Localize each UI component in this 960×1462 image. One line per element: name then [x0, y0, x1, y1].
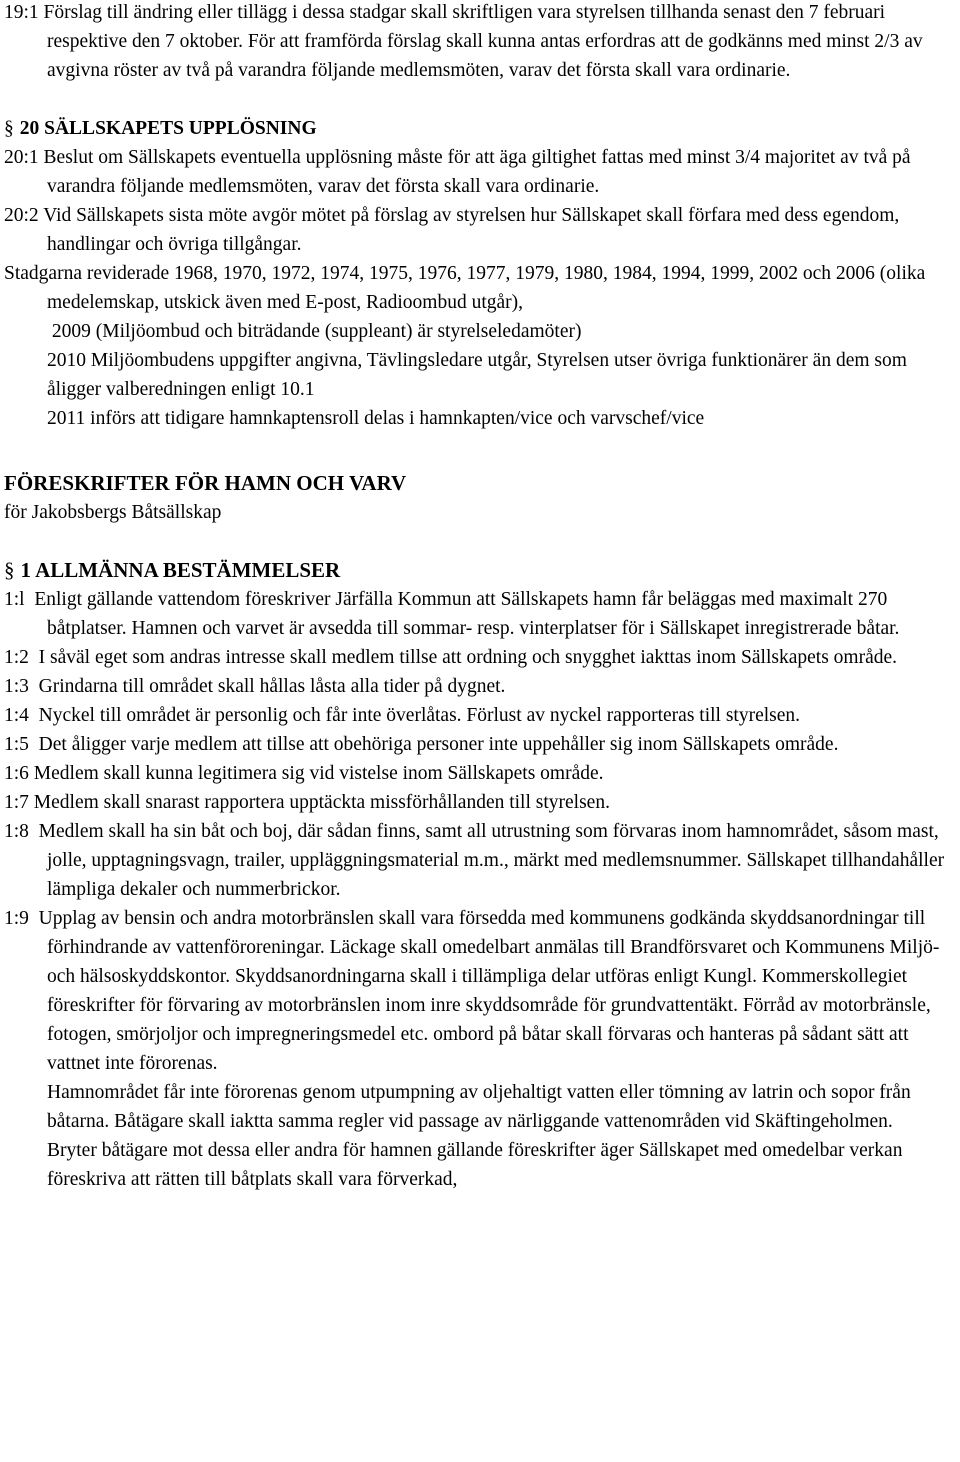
paragraph-1-9: 1:9 Upplag av bensin och andra motorbränslen skall vara försedda med kommunens godkända skyddsanordningar till förhindrande av vattenföroreningar. Läckage skall omedelbart anmälas till Brandförsvaret och Kommunens Miljö- och hälsoskyddskontor. Skyddsanordningarna skall i tillämpliga delar utföras enligt Kungl. Kommerskollegiet föreskrifter för förvaring av motorbränslen inom inre skyddsområde för grundvattentäkt. Förråd av motorbränsle, fotogen, smörjoljor och impregneringsmedel etc. ombord på båtar skall förvaras och hanteras på sådant sätt att vattnet inte förorenas. [4, 908, 945, 1074]
paragraph-1-6: 1:6 Medlem skall kunna legitimera sig vid vistelse inom Sällskapets område. [4, 763, 604, 784]
paragraph-1-9-violation: Bryter båtägare mot dessa eller andra för hamnen gällande föreskrifter äger Sällskapet med omedelbar verkan föreskriva att rätten till båtplats skall vara förverkad, [47, 1140, 908, 1190]
paragraph-20-1: 20:1 Beslut om Sällskapets eventuella upplösning måste för att äga giltighet fattas med minst 3/4 majoritet av två på varandra följande medlemsmöten, varav det första skall vara ordinarie. [4, 147, 916, 197]
paragraph-1-7: 1:7 Medlem skall snarast rapportera upptäckta missförhållanden till styrelsen. [4, 792, 610, 813]
section-heading-20 [4, 114, 954, 143]
document-title: FÖRESKRIFTER FÖR HAMN OCH VARV [4, 471, 407, 495]
paragraph-1-5: 1:5 Det åligger varje medlem att tillse att obehöriga personer inte uppehåller sig inom Sällskapets område. [4, 734, 839, 755]
paragraph-1-1: 1:l Enligt gällande vattendom föreskriver Järfälla Kommun att Sällskapets hamn får beläggas med maximalt 270 båtplatser. Hamnen och varvet är avsedda till sommar- resp. vinterplatser för i Sällskapet inregistrerade båtar. [4, 589, 900, 639]
paragraph-1-2: 1:2 I såväl eget som andras intresse skall medlem tillse att ordning och snygghet iakttas inom Sällskapets område. [4, 647, 898, 668]
revision-2011: 2011 införs att tidigare hamnkaptensroll delas i hamnkapten/vice och varvschef/vice [47, 408, 705, 429]
paragraph-1-9-pollution: Hamnområdet får inte förorenas genom utpumpning av oljehaltigt vatten eller tömning av latrin och sopor från båtarna. Båtägare skall iaktta samma regler vid passage av närliggande vattenområden vid Skäftingeholmen. [47, 1082, 916, 1132]
paragraph-1-3: 1:3 Grindarna till området skall hållas låsta alla tider på dygnet. [4, 676, 506, 697]
section-heading-20-text: 20 SÄLLSKAPETS UPPLÖSNING [19, 118, 317, 139]
paragraph-1-4: 1:4 Nyckel till området är personlig och får inte överlåtas. Förlust av nyckel rapporteras till styrelsen. [4, 705, 801, 726]
paragraph-19-1: 19:1 Förslag till ändring eller tillägg i dessa stadgar skall skriftligen vara styrelsen tillhanda senast den 7 februari respektive den 7 oktober. För att framförda förslag skall kunna antas erfordras att de godkänns med minst 2/3 av avgivna röster av två på varandra följande medlemsmöten, varav det första skall vara ordinarie. [4, 2, 928, 81]
section-sign: § [4, 118, 14, 139]
revision-2009: 2009 (Miljöombud och biträdande (suppleant) är styrelseledamöter) [47, 321, 582, 342]
paragraph-20-2: 20:2 Vid Sällskapets sista möte avgör mötet på förslag av styrelsen hur Sällskapet skall förfara med dess egendom, handlingar och övriga tillgångar. [4, 205, 905, 255]
revision-2010: 2010 Miljöombudens uppgifter angivna, Tävlingsledare utgår, Styrelsen utser övriga funktionärer än dem som åligger valberedningen enligt 10.1 [47, 350, 912, 400]
document-subtitle: för Jakobsbergs Båtsällskap [4, 502, 222, 523]
paragraph-1-8: 1:8 Medlem skall ha sin båt och boj, där sådan finns, samt all utrustning som förvaras inom hamnområdet, såsom mast, jolle, upptagningsvagn, trailer, uppläggningsmaterial m.m., märkt med medlemsnummer. Sällskapet tillhandahåller lämpliga dekaler och nummerbrickor. [4, 821, 949, 900]
revision-history: Stadgarna reviderade 1968, 1970, 1972, 1974, 1975, 1976, 1977, 1979, 1980, 1984, 1994, 1999, 2002 och 2006 (olika medelemskap, utskick även med E-post, Radioombud utgår), [4, 263, 931, 313]
section-heading-1-text: 1 ALLMÄNNA BESTÄMMELSER [20, 558, 341, 582]
section-heading-1 [4, 556, 954, 585]
section-sign: § [4, 558, 15, 582]
